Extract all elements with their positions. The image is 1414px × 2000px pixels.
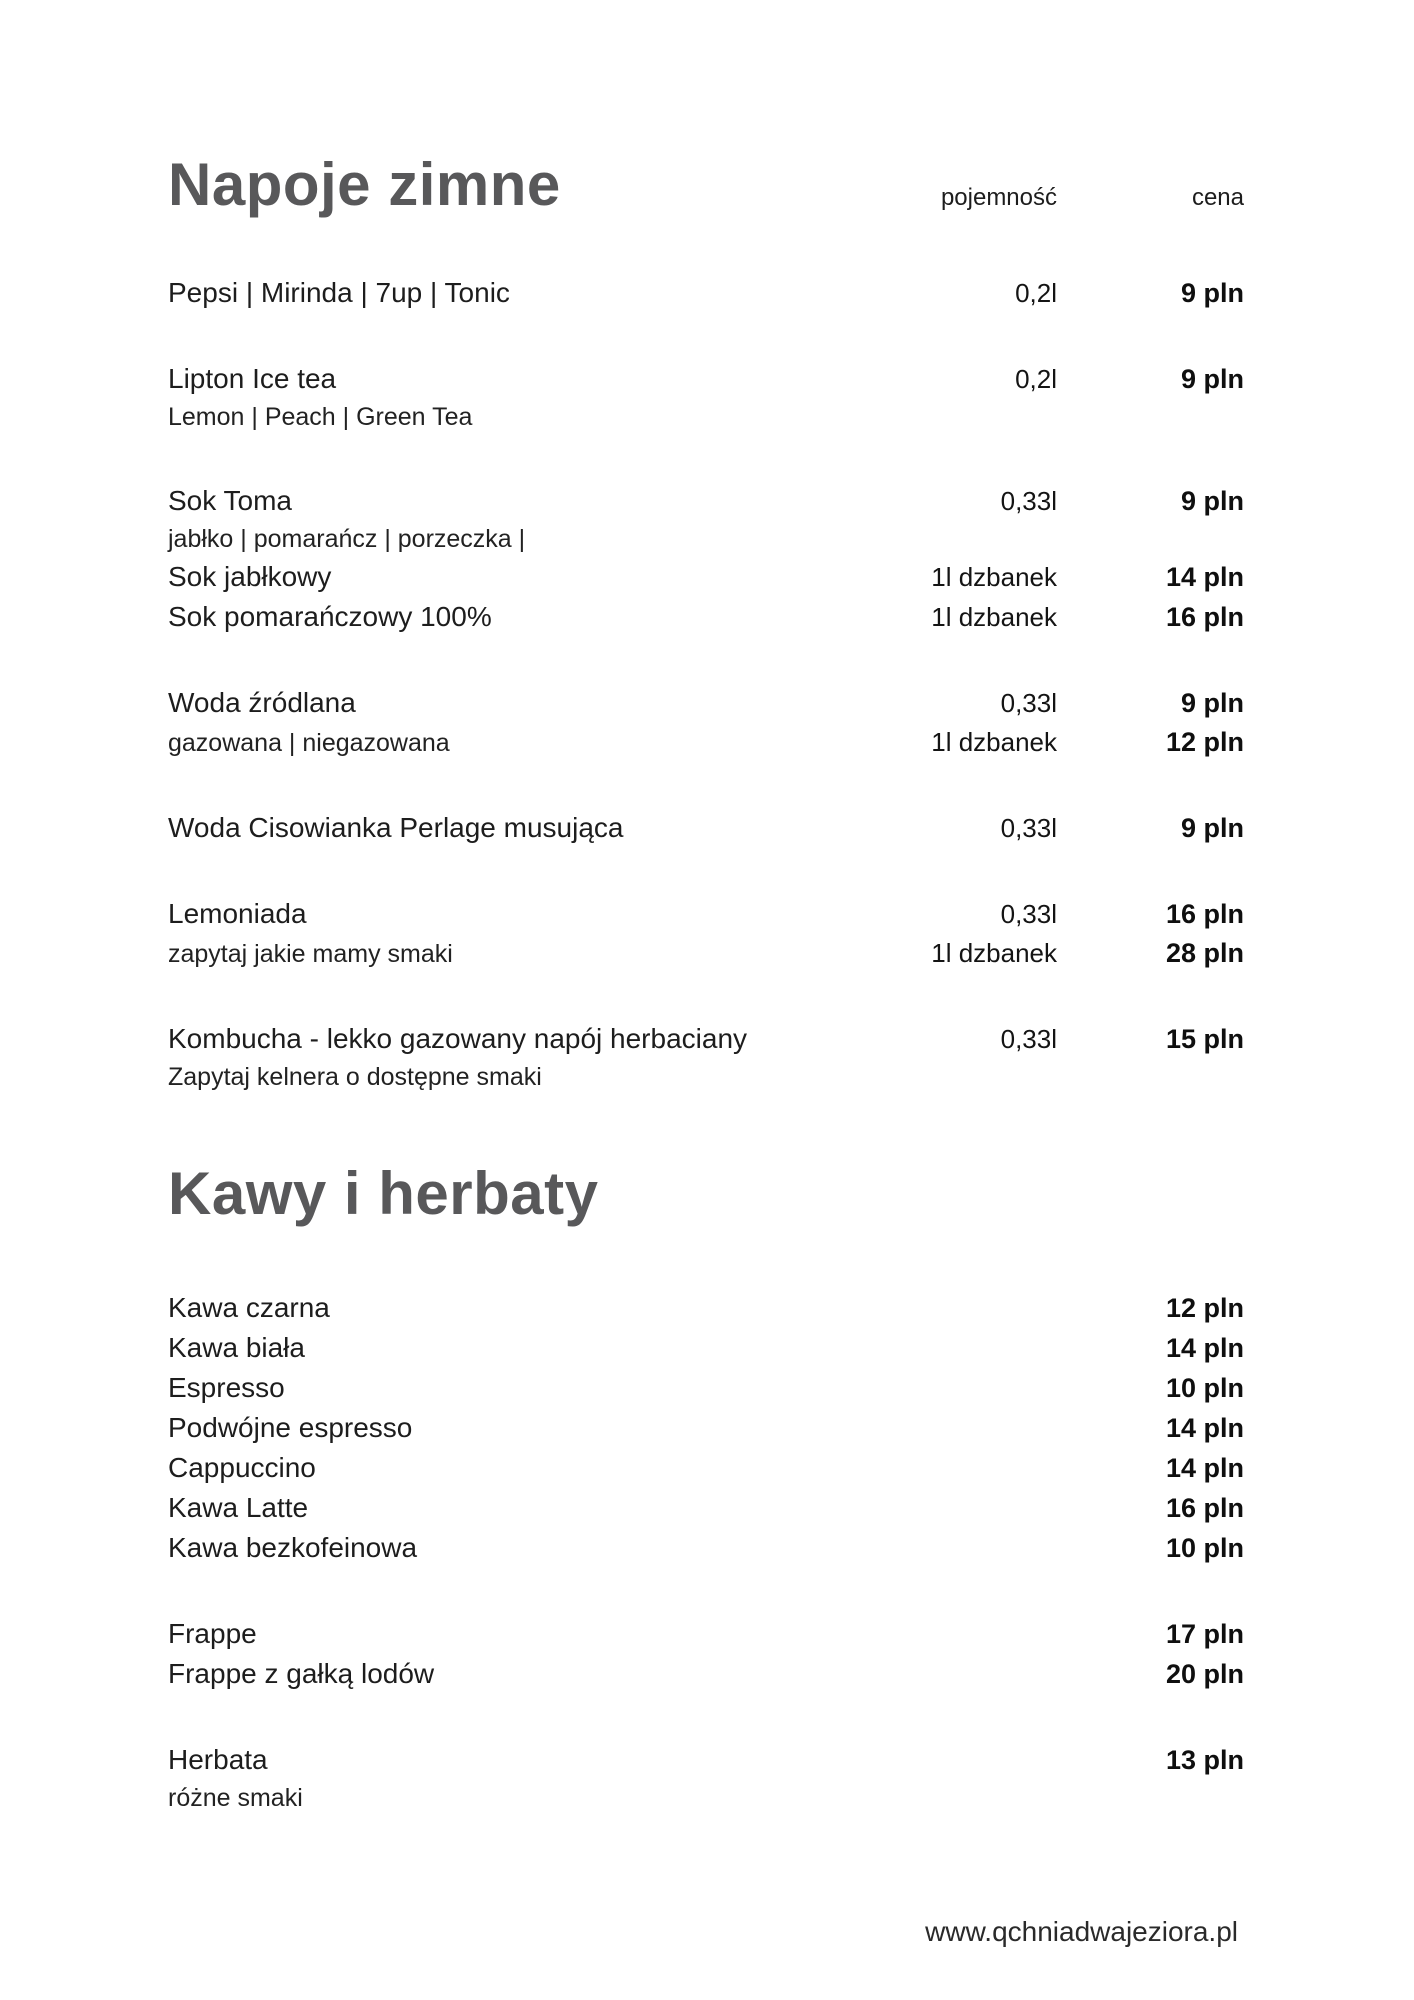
menu-item-row bbox=[168, 1780, 1244, 1816]
menu-item-row bbox=[168, 521, 1244, 557]
section-title: Napoje zimne bbox=[168, 151, 561, 218]
item-capacity: 0,33l bbox=[1000, 1024, 1057, 1054]
item-price: 16 pln bbox=[1165, 1493, 1244, 1523]
item-capacity: 0,2l bbox=[1015, 364, 1057, 394]
item-name: Podwójne espresso bbox=[168, 1412, 413, 1443]
item-capacity: 0,33l bbox=[1000, 899, 1057, 929]
item-name: Sok jabłkowy bbox=[168, 561, 332, 592]
item-name: Espresso bbox=[168, 1372, 285, 1403]
item-name: Herbata bbox=[168, 1744, 268, 1775]
column-headers bbox=[887, 184, 1244, 212]
item-price: 16 pln bbox=[1165, 602, 1244, 632]
menu-item bbox=[168, 683, 1244, 762]
item-subtitle: różne smaki bbox=[168, 1784, 303, 1812]
item-name: Sok pomarańczowy 100% bbox=[168, 601, 492, 632]
item-price: 9 pln bbox=[1180, 278, 1244, 308]
menu-item-row bbox=[168, 1059, 1244, 1095]
item-name: Frappe bbox=[168, 1618, 257, 1649]
item-name: Woda źródlana bbox=[168, 687, 356, 718]
item-capacity: 0,33l bbox=[1000, 486, 1057, 516]
item-name: Woda Cisowianka Perlage musująca bbox=[168, 812, 624, 843]
item-price: 14 pln bbox=[1165, 1333, 1244, 1363]
item-name: Pepsi | Mirinda | 7up | Tonic bbox=[168, 277, 510, 308]
section-title: Kawy i herbaty bbox=[168, 1160, 599, 1227]
item-price: 28 pln bbox=[1165, 938, 1244, 968]
item-name: Frappe z gałką lodów bbox=[168, 1658, 435, 1689]
menu-item-row bbox=[168, 934, 1244, 973]
item-name: Lipton Ice tea bbox=[168, 363, 337, 394]
menu-item-row bbox=[168, 808, 1244, 848]
menu-item bbox=[168, 894, 1244, 973]
item-subtitle: gazowana | niegazowana bbox=[168, 729, 450, 757]
menu-item-row bbox=[168, 1488, 1244, 1528]
item-name: Kawa bezkofeinowa bbox=[168, 1532, 418, 1563]
item-name: Cappuccino bbox=[168, 1452, 316, 1483]
menu-item-row bbox=[168, 1019, 1244, 1059]
menu-item bbox=[168, 1614, 1244, 1694]
column-header-capacity: pojemność bbox=[940, 184, 1057, 211]
item-capacity: 1l dzbanek bbox=[931, 938, 1057, 968]
menu-item-row bbox=[168, 597, 1244, 637]
item-price: 17 pln bbox=[1165, 1619, 1244, 1649]
menu-item bbox=[168, 359, 1244, 435]
item-price: 10 pln bbox=[1165, 1373, 1244, 1403]
menu-item-row bbox=[168, 723, 1244, 762]
item-price: 12 pln bbox=[1165, 1293, 1244, 1323]
item-subtitle: Lemon | Peach | Green Tea bbox=[168, 403, 473, 431]
item-price: 20 pln bbox=[1165, 1659, 1244, 1689]
item-name: Kawa Latte bbox=[168, 1492, 309, 1523]
item-price: 9 pln bbox=[1180, 688, 1244, 718]
menu-item bbox=[168, 1288, 1244, 1568]
item-price: 10 pln bbox=[1165, 1533, 1244, 1563]
menu-item-row bbox=[168, 1448, 1244, 1488]
section-items bbox=[168, 273, 1244, 1095]
menu-item-row bbox=[168, 1528, 1244, 1568]
menu-item-row bbox=[168, 894, 1244, 934]
section-cold-drinks bbox=[168, 150, 1244, 1095]
item-price: 14 pln bbox=[1165, 1453, 1244, 1483]
menu-item-row bbox=[168, 1328, 1244, 1368]
menu-item bbox=[168, 273, 1244, 313]
item-price: 14 pln bbox=[1165, 562, 1244, 592]
item-price: 9 pln bbox=[1180, 364, 1244, 394]
section-items bbox=[168, 1288, 1244, 1816]
item-subtitle: zapytaj jakie mamy smaki bbox=[168, 940, 453, 968]
item-capacity: 1l dzbanek bbox=[931, 562, 1057, 592]
website-url: www.qchniadwajeziora.pl bbox=[925, 1916, 1238, 1947]
item-capacity: 1l dzbanek bbox=[931, 727, 1057, 757]
item-name: Kombucha - lekko gazowany napój herbaciany bbox=[168, 1023, 748, 1054]
item-price: 9 pln bbox=[1180, 813, 1244, 843]
item-name: Sok Toma bbox=[168, 485, 292, 516]
menu-item-row bbox=[168, 1368, 1244, 1408]
menu-item bbox=[168, 1740, 1244, 1816]
menu-item-row bbox=[168, 1654, 1244, 1694]
section-header bbox=[168, 150, 1244, 219]
menu-item-row bbox=[168, 1740, 1244, 1780]
item-capacity: 0,33l bbox=[1000, 813, 1057, 843]
item-name: Kawa biała bbox=[168, 1332, 305, 1363]
item-capacity: 0,33l bbox=[1000, 688, 1057, 718]
menu-item-row bbox=[168, 1288, 1244, 1328]
item-price: 12 pln bbox=[1165, 727, 1244, 757]
menu-item bbox=[168, 808, 1244, 848]
item-subtitle: jabłko | pomarańcz | porzeczka | bbox=[168, 525, 526, 553]
menu-item bbox=[168, 481, 1244, 637]
menu-item-row bbox=[168, 1408, 1244, 1448]
column-header-price: cena bbox=[1191, 184, 1244, 211]
section-header bbox=[168, 1159, 1244, 1228]
menu-item-row bbox=[168, 273, 1244, 313]
item-price: 9 pln bbox=[1180, 486, 1244, 516]
menu-item bbox=[168, 1019, 1244, 1095]
item-price: 13 pln bbox=[1165, 1745, 1244, 1775]
item-price: 16 pln bbox=[1165, 899, 1244, 929]
menu-item-row bbox=[168, 1614, 1244, 1654]
item-name: Kawa czarna bbox=[168, 1292, 330, 1323]
item-capacity: 1l dzbanek bbox=[931, 602, 1057, 632]
item-price: 15 pln bbox=[1165, 1024, 1244, 1054]
item-subtitle: Zapytaj kelnera o dostępne smaki bbox=[168, 1063, 542, 1091]
menu-item-row bbox=[168, 481, 1244, 521]
item-price: 14 pln bbox=[1165, 1413, 1244, 1443]
menu-item-row bbox=[168, 399, 1244, 435]
section-coffees-teas bbox=[168, 1159, 1244, 1816]
menu-item-row bbox=[168, 683, 1244, 723]
menu-item-row bbox=[168, 557, 1244, 597]
item-name: Lemoniada bbox=[168, 898, 307, 929]
item-capacity: 0,2l bbox=[1015, 278, 1057, 308]
menu-item-row bbox=[168, 359, 1244, 399]
